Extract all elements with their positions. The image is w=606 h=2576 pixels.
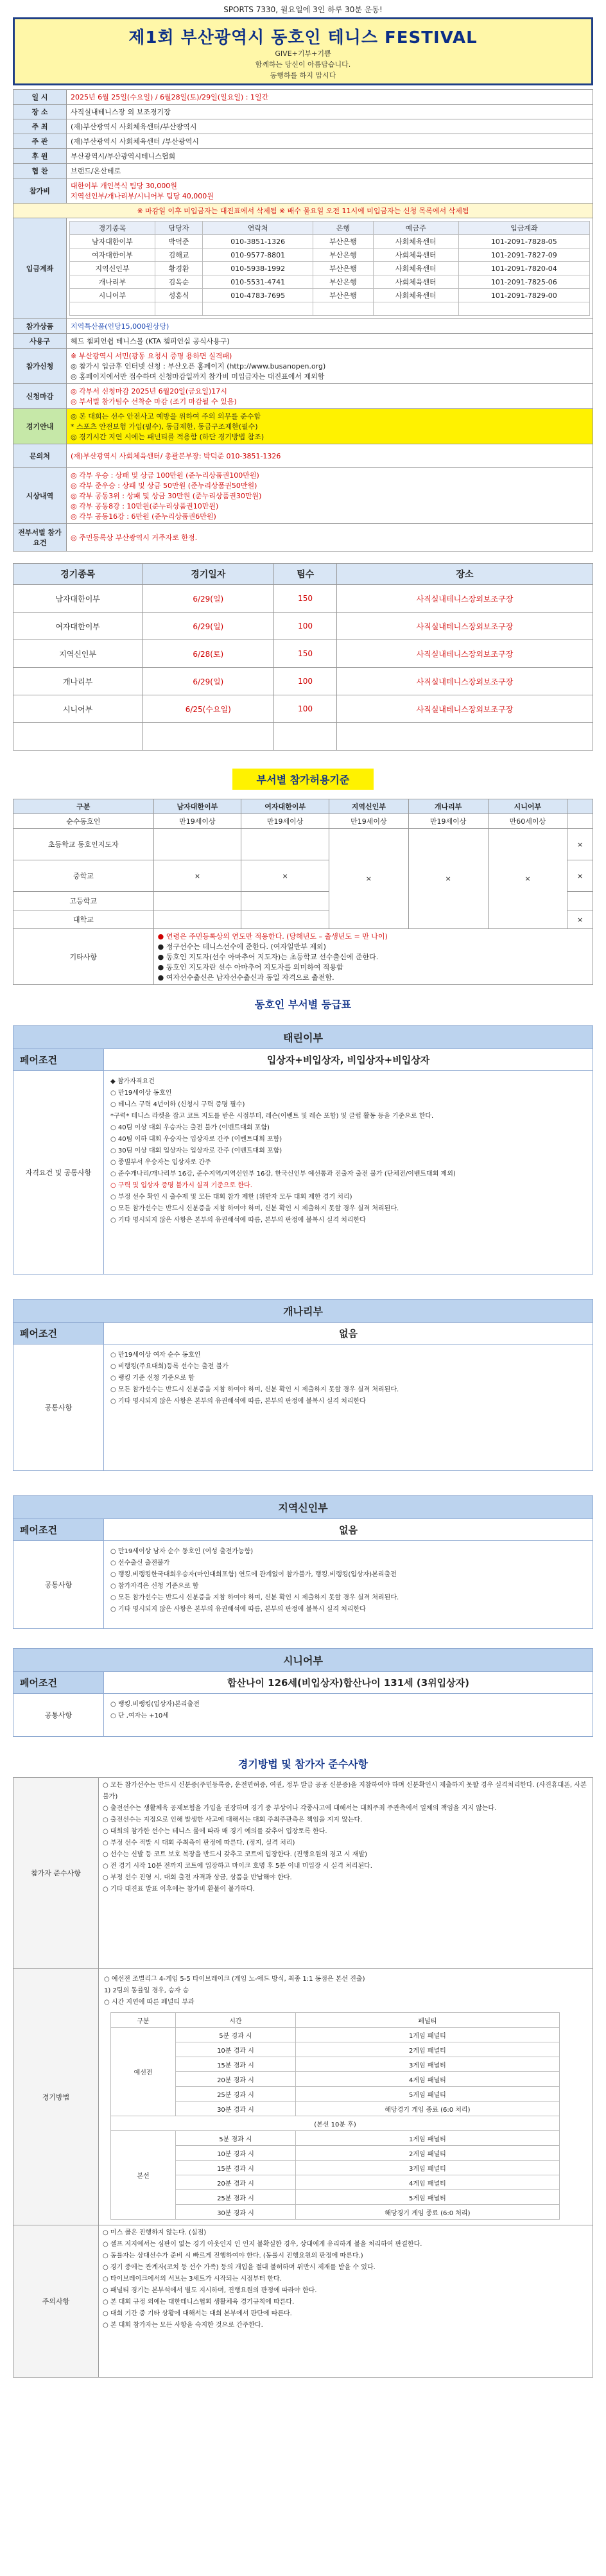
draw-label: 전부서별 참가요건	[13, 524, 67, 552]
penalty-cell: 5게임 패널티	[295, 2087, 559, 2102]
schedule-cell	[143, 723, 274, 751]
grade-item: ○ 기타 명시되지 않은 사항은 본부의 유권해석에 따름, 본부의 판정에 불복시 실격 처리한다	[110, 1217, 366, 1224]
grade-side-label: 자격요건 및 공통사항	[13, 1071, 104, 1274]
account-header: 경기종목	[70, 222, 155, 235]
method-label: 참가신청	[13, 349, 67, 384]
account-cell	[313, 302, 373, 316]
grade-section-body	[13, 1345, 593, 1471]
x-mark: ×	[567, 910, 593, 929]
penalty-cell: 2게임 패널티	[295, 2146, 559, 2161]
place-value: 사직실내테니스장 외 보조경기장	[67, 105, 593, 119]
eligibility-subheader: 만19세이상	[408, 814, 488, 829]
penalty-row	[111, 2146, 560, 2161]
grade-title: 동호인 부서별 등급표	[254, 998, 352, 1011]
account-cell: 사회체육센터	[373, 289, 458, 302]
penalty-row	[111, 2205, 560, 2220]
page-title: 제1회 부산광역시 동호인 테니스 FESTIVAL	[128, 28, 478, 48]
grade-section-title: 시니어부	[13, 1648, 593, 1672]
schedule-cell: 사직실내테니스장외보조구장	[336, 668, 593, 695]
method-rule-line: 1) 2팀의 동률일 경우, 승자 승	[104, 1987, 189, 1994]
account-cell: 여자대한이부	[70, 248, 155, 262]
account-cell: 사회체육센터	[373, 248, 458, 262]
manner-item: ○ 모든 참가선수는 반드시 신분증(주민등록증, 운전면허증, 여권, 정부 발급 공공 신분증)을 지참하여야 하며 신분확인시 제출하지 못할 경우 실격처리한다. (사진휴대폰, 사본 불가)	[103, 1782, 587, 1800]
pair-condition-label: 페어조건	[13, 1049, 104, 1071]
pair-condition-value: 입상자+비입상자, 비입상자+비입상자	[104, 1049, 593, 1071]
account-header: 은행	[313, 222, 373, 235]
note-item: ○ 동률자는 상대선수가 준비 시 빠르게 진행하여야 한다. (동률시 진행요원의 판정에 따른다.)	[103, 2252, 363, 2259]
account-cell: 개나리부	[70, 275, 155, 289]
account-cell: 사회체육센터	[373, 275, 458, 289]
guide-label: 경기안내	[13, 409, 67, 444]
grade-side-label: 공통사항	[13, 1345, 104, 1470]
note-item: ○ 패널티 경기는 본부석에서 별도 지시하며, 진행요원의 판정에 따라야 한다.	[103, 2287, 317, 2294]
schedule-cell: 개나리부	[13, 668, 143, 695]
grade-item: ○ 기타 명시되지 않은 사항은 본부의 유권해석에 따름, 본부의 판정에 불복시 실격 처리한다	[110, 1398, 366, 1405]
eligibility-subheader: 순수동호인	[13, 814, 154, 829]
x-mark: ×	[567, 829, 593, 860]
manner-item: ○ 전 경기 시작 10분 전까지 코트에 입장하고 마이크 호명 후 5분 이내 미입장 시 실격 처리된다.	[103, 1863, 372, 1870]
subtitle-line: 함께하는 당신이 아름답습니다.	[255, 60, 351, 69]
account-label: 입금계좌	[13, 218, 67, 319]
contact-label: 문의처	[13, 444, 67, 468]
schedule-row	[13, 668, 593, 695]
account-cell: 010-9577-8801	[203, 248, 313, 262]
eligibility-subheader	[567, 814, 593, 829]
prize-value: 지역특산품(인당15,000원상당)	[67, 319, 593, 334]
sponsor-value: 브랜드/온산테로	[67, 164, 593, 178]
account-row	[70, 275, 590, 289]
penalty-row	[111, 2102, 560, 2116]
notes-list	[99, 2225, 593, 2378]
org-value: (재)부산광역시 사회체육센터 /부산광역시	[67, 134, 593, 149]
eligibility-subheader: 만19세이상	[241, 814, 329, 829]
schedule-cell	[274, 723, 337, 751]
pair-condition-value: 없음	[104, 1323, 593, 1345]
eligibility-notes-label: 기타사항	[13, 929, 154, 985]
penalty-cell: 20분 경과 시	[176, 2175, 296, 2190]
method-rule-line: ○ 예선전 조별리그 4-게임 5-5 타이브레이크 (게임 노-애드 방식, 최종 1:1 동점은 본선 진출)	[104, 1976, 365, 1983]
schedule-cell: 사직실내테니스장외보조구장	[336, 640, 593, 668]
grade-item: ○ 만19세이상 여자 순수 동호인	[110, 1352, 201, 1359]
penalty-header: 구분	[111, 2013, 176, 2028]
x-mark: ×	[329, 829, 408, 929]
account-row	[70, 248, 590, 262]
account-cell: 101-2091-7820-04	[458, 262, 589, 275]
penalty-cell: 30분 경과 시	[176, 2102, 296, 2116]
grade-item: ○ 선수출신 출전불가	[110, 1560, 170, 1567]
x-mark: ×	[408, 829, 488, 929]
eligibility-table	[13, 799, 593, 985]
method-line: ◎ 참가시 입금후 인터넷 신청 : 부산오픈 홈페이지 (http://www.busanopen.org)	[71, 362, 326, 370]
fee-label: 참가비	[13, 178, 67, 204]
eligibility-note: ● 연령은 주민등록상의 연도만 적용한다. (당해년도 – 출생년도 = 만 나이)	[157, 932, 388, 941]
grade-item: ○ 40팀 이상 대회 우승자는 출전 불가 (이벤트대회 포함)	[110, 1124, 270, 1131]
manner-item: ○ 부정 선수 진영 시, 대회 출전 자격과 상금, 상품을 반납해야 한다.	[103, 1874, 292, 1881]
penalty-row	[111, 2190, 560, 2205]
penalty-row	[111, 2057, 560, 2072]
schedule-cell: 150	[274, 585, 337, 613]
pair-condition-value: 없음	[104, 1519, 593, 1541]
eligibility-subheader: 만60세이상	[488, 814, 567, 829]
penalty-row	[111, 2131, 560, 2146]
x-mark: ×	[488, 829, 567, 929]
schedule-cell: 6/29(일)	[143, 585, 274, 613]
schedule-cell: 100	[274, 613, 337, 640]
manner-item: ○ 부정 선수 적발 시 대회 주최측이 판정에 따른다. (정지, 실격 처리)	[103, 1840, 295, 1847]
account-cell: 사회체육센터	[373, 262, 458, 275]
eligibility-header: 남자대한이부	[153, 799, 241, 814]
award-label: 시상내역	[13, 468, 67, 524]
method-line: ※ 부산광역시 서민(광동 요청시 증명 용하면 실격패)	[71, 352, 232, 360]
schedule-header: 팀수	[274, 564, 337, 585]
award-line: ◎ 각부 공동8강 : 10만원(준누리상품권10만원)	[71, 502, 219, 510]
method-rule-line: ○ 시간 지연에 따른 페널티 부과	[104, 1999, 195, 2006]
grade-section-body	[13, 1541, 593, 1629]
penalty-cell: 15분 경과 시	[176, 2161, 296, 2175]
schedule-row	[13, 640, 593, 668]
grade-item: ○ 모든 참가선수는 반드시 신분증을 지참 하여야 하며, 신분 확인 시 제출하지 못할 경우 실격 처리된다.	[110, 1594, 399, 1601]
grade-section-body	[13, 1694, 593, 1737]
grade-item: ○ 구력 및 입상자 증명 불가시 실격 기준으로 한다.	[110, 1182, 252, 1189]
penalty-row	[111, 2175, 560, 2190]
period-value: 2025년 6월 25일(수요일) / 6월28일(토)/29일(일요일) : 1일간	[67, 90, 593, 105]
penalty-group-name: 본선	[111, 2131, 176, 2220]
account-cell	[458, 302, 589, 316]
grade-item: ○ 랭킹.비랭킹(입상자)본리출전	[110, 1701, 200, 1708]
top-note: SPORTS 7330, 월요일에 3인 하루 30분 운동!	[223, 5, 383, 14]
schedule-header: 경기일자	[143, 564, 274, 585]
penalty-cell: 20분 경과 시	[176, 2072, 296, 2087]
eligibility-header	[567, 799, 593, 814]
penalty-cell: 10분 경과 시	[176, 2042, 296, 2057]
grade-section-title: 개나리부	[13, 1299, 593, 1323]
info-table	[13, 89, 593, 552]
grade-item: ○ 만19세이상 남자 순수 동호인 (여성 출전가능함)	[110, 1548, 254, 1555]
pair-condition-label: 페어조건	[13, 1519, 104, 1541]
eligibility-title: 부서별 참가허용기준	[232, 769, 374, 790]
deadline-line: ◎ 각부서 신청마감 2025년 6월20일(금요일)17시	[71, 387, 227, 396]
schedule-cell: 6/28(토)	[143, 640, 274, 668]
note-item: ○ 경기 중에는 관계자(코치 등 선수 가족) 등의 개입을 절대 불허하며 위반시 제재를 받을 수 있다.	[103, 2264, 376, 2271]
schedule-row	[13, 723, 593, 751]
account-table	[69, 221, 590, 316]
schedule-row	[13, 695, 593, 723]
note-item: ○ 셀프 저지에서는 심판이 없는 경기 아웃인지 인 인지 불확실한 경우, 상대에게 유리하게 볼을 처리하여 판결한다.	[103, 2241, 422, 2248]
sponsor-label: 협 찬	[13, 164, 67, 178]
rules-table	[13, 1777, 593, 2378]
penalty-cell: 3게임 패널티	[295, 2057, 559, 2072]
penalty-cell: 5분 경과 시	[176, 2028, 296, 2042]
grade-item: ○ 준수개나리/개나리부 16강, 준수지역/지역신인부 16강, 한국신인부 예선통과 진출자 출전 불가 (단체전/이벤트대회 제외)	[110, 1171, 456, 1178]
eligibility-header: 시니어부	[488, 799, 567, 814]
schedule-cell	[336, 723, 593, 751]
account-header: 예금주	[373, 222, 458, 235]
grade-item: ○ 모든 참가선수는 반드시 신분증을 지참 하여야 하며, 신분 확인 시 제출하지 못할 경우 실격 처리된다.	[110, 1205, 399, 1212]
manner-item: ○ 기타 대진표 발표 이후에는 참가비 환불이 불가하다.	[103, 1886, 255, 1893]
guide-line: ◎ 경기시간 지연 시에는 패넌티를 적용함 (하단 경기방법 참조)	[71, 433, 264, 441]
grade-item: ○ 30팀 이상 대회 입상자는 입상자로 간주 (이벤트대회 포함)	[110, 1147, 282, 1154]
host-value: (재)부산광역시 사회체육센터/부산광역시	[67, 119, 593, 134]
ball-value: 헤드 챔피언쉽 테니스볼 (KTA 챔피언십 공식사용구)	[67, 334, 593, 349]
eligibility-row-label: 초등학교 동호인지도자	[13, 829, 154, 860]
penalty-cell: 해당경기 게임 종료 (6:0 처리)	[295, 2205, 559, 2220]
grade-item: ○ 랭킹 기준 신청 기준으로 함	[110, 1375, 195, 1382]
eligibility-row-label: 중학교	[13, 860, 154, 892]
account-cell: 부산은행	[313, 289, 373, 302]
grade-item-list	[104, 1071, 593, 1274]
penalty-cell: 25분 경과 시	[176, 2087, 296, 2102]
schedule-header: 장소	[336, 564, 593, 585]
schedule-cell: 사직실내테니스장외보조구장	[336, 585, 593, 613]
rules-title: 경기방법 및 참가자 준수사항	[238, 1758, 368, 1770]
manners-list	[99, 1778, 593, 1969]
schedule-cell: 남자대한이부	[13, 585, 143, 613]
schedule-cell: 시니어부	[13, 695, 143, 723]
org-label: 주 관	[13, 134, 67, 149]
pair-condition-label: 페어조건	[13, 1323, 104, 1345]
schedule-header: 경기종목	[13, 564, 143, 585]
manner-item: ○ 선수는 신발 등 코트 보호 복장을 반드시 갖추고 코트에 입장한다. (진행요원의 경고 시 재발)	[103, 1851, 367, 1858]
x-mark: ×	[153, 860, 241, 892]
grade-item: ○ 모든 참가선수는 반드시 신분증을 지참 하여야 하며, 신분 확인 시 제출하지 못할 경우 실격 처리된다.	[110, 1386, 399, 1393]
award-line: ◎ 각부 준우승 : 상패 및 상금 50만원 (준누리상품권50만원)	[71, 482, 257, 490]
account-row	[70, 302, 590, 316]
grade-item: ○ 참가자격은 신청 기준으로 함	[110, 1583, 199, 1590]
eligibility-note: ● 정구선수는 테니스선수에 준한다. (여자일반부 제외)	[157, 943, 326, 951]
guide-line: * 스포츠 안전보험 가입(필수), 동급제한, 동급구조제한(필수)	[71, 422, 258, 431]
x-mark: ×	[567, 860, 593, 892]
account-cell: 시니어부	[70, 289, 155, 302]
penalty-group-name: 예선전	[111, 2028, 176, 2116]
account-cell: 김해교	[155, 248, 203, 262]
x-mark: ×	[241, 860, 329, 892]
award-line: ◎ 각부 공동16강 : 6만원 (준누리상품권6만원)	[71, 512, 216, 521]
penalty-row	[111, 2161, 560, 2175]
penalty-cell: 10분 경과 시	[176, 2146, 296, 2161]
fee-line: 지역선인부/개나리부/시니어부 팀당 40,000원	[71, 192, 214, 200]
account-row	[70, 262, 590, 275]
contact-value: (재)부산광역시 사회체육센터/ 총괄본부장: 박덕준 010-3851-1326	[67, 444, 593, 468]
penalty-cell: 5분 경과 시	[176, 2131, 296, 2146]
grade-side-label: 공통사항	[13, 1694, 104, 1736]
note-item: ○ 본 대회 참가자는 모든 사항을 숙지한 것으로 간주한다.	[103, 2322, 263, 2329]
grade-item: ○ 만19세이상 동호인	[110, 1090, 172, 1097]
grade-item: ○ 비랭킹(주요대회)등록 선수는 출전 불가	[110, 1363, 229, 1370]
eligibility-note: ● 동호인 지도자란 선수 아마추어 지도자를 의미하여 적용함	[157, 963, 343, 971]
fee-line: 대한이부 개인복식 팀당 30,000원	[71, 182, 177, 190]
penalty-cell: 1게임 패널티	[295, 2028, 559, 2042]
note-item: ○ 미스 콜은 진행하지 않는다. (실점)	[103, 2229, 207, 2236]
support-value: 부산광역시/부산광역시테니스협회	[67, 149, 593, 164]
penalty-group-header-row	[111, 2116, 560, 2131]
note-item: ○ 타이브레이크에서의 서브는 3세트가 시작되는 시점부터 한다.	[103, 2276, 282, 2283]
account-header: 연락처	[203, 222, 313, 235]
account-cell: 부산은행	[313, 275, 373, 289]
penalty-row	[111, 2072, 560, 2087]
eligibility-subheader: 만19세이상	[329, 814, 408, 829]
note-item: ○ 대회 기간 중 기타 상황에 대해서는 대회 본부에서 판단에 따른다.	[103, 2310, 292, 2317]
method-rules-label: 경기방법	[13, 1969, 99, 2225]
place-label: 장 소	[13, 105, 67, 119]
eligibility-row-label: 대학교	[13, 910, 154, 929]
deadline-label: 신청마감	[13, 384, 67, 409]
account-cell: 사회체육센터	[373, 235, 458, 248]
period-label: 일 시	[13, 90, 67, 105]
penalty-header: 시간	[176, 2013, 296, 2028]
schedule-cell: 사직실내테니스장외보조구장	[336, 695, 593, 723]
account-header: 담당자	[155, 222, 203, 235]
eligibility-subheader: 만19세이상	[153, 814, 241, 829]
penalty-cell: 5게임 패널티	[295, 2190, 559, 2205]
account-cell: 010-3851-1326	[203, 235, 313, 248]
account-cell: 010-4783-7695	[203, 289, 313, 302]
grade-item: ○ 부정 선수 확인 시 출수제 및 모든 대회 참가 제한 (위반자 모두 대회 제한 경기 처리)	[110, 1194, 352, 1201]
account-cell: 101-2091-7828-05	[458, 235, 589, 248]
penalty-cell: 2게임 패널티	[295, 2042, 559, 2057]
account-cell: 010-5531-4741	[203, 275, 313, 289]
grade-section-title: 태린이부	[13, 1025, 593, 1049]
schedule-table	[13, 563, 593, 751]
manner-item: ○ 대회의 참가한 선수는 테니스 룰에 따라 매 경기 예의를 갖추어 입장토록 한다.	[103, 1828, 327, 1835]
schedule-cell: 사직실내테니스장외보조구장	[336, 613, 593, 640]
schedule-cell	[13, 723, 143, 751]
schedule-cell: 100	[274, 668, 337, 695]
grade-item: ◆ 참가자격요건	[110, 1078, 155, 1085]
eligibility-note: ● 동호인 지도자(선수 아마추어 지도자)는 초등학교 선수출신에 준한다.	[157, 953, 379, 961]
note-item: ○ 본 대회 규정 외에는 대한테니스협회 생활체육 경기규칙에 따른다.	[103, 2299, 295, 2306]
penalty-cell: 15분 경과 시	[176, 2057, 296, 2072]
account-cell: 101-2091-7829-00	[458, 289, 589, 302]
account-row	[70, 289, 590, 302]
account-cell: 부산은행	[313, 248, 373, 262]
award-line: ◎ 각부 우승 : 상패 및 상금 100만원 (준누리상품권100만원)	[71, 471, 259, 480]
account-cell	[203, 302, 313, 316]
host-label: 주 최	[13, 119, 67, 134]
grade-item: ○ 40팀 이하 대회 우승자는 입상자로 간주 (이벤트대회 포함)	[110, 1136, 282, 1143]
penalty-cell: 4게임 패널티	[295, 2072, 559, 2087]
account-cell	[373, 302, 458, 316]
ball-label: 사용구	[13, 334, 67, 349]
manner-item: ○ 출전선수는 지정으로 인해 발생한 사고에 대해서는 대회 주최주관측은 책임을 지지 않는다.	[103, 1816, 363, 1823]
prize-label: 참가상품	[13, 319, 67, 334]
eligibility-header: 구분	[13, 799, 154, 814]
award-line: ◎ 각부 공동3위 : 상패 및 상금 30만원 (준누리상품권30만원)	[71, 492, 262, 500]
account-cell: 지역신인부	[70, 262, 155, 275]
account-cell: 김옥순	[155, 275, 203, 289]
grade-item-list	[104, 1541, 593, 1628]
account-cell: 남자대한이부	[70, 235, 155, 248]
schedule-row	[13, 613, 593, 640]
penalty-cell: 3게임 패널티	[295, 2161, 559, 2175]
account-cell: 성홍식	[155, 289, 203, 302]
schedule-cell: 6/29(일)	[143, 613, 274, 640]
grade-item-list	[104, 1694, 593, 1736]
schedule-cell: 지역신인부	[13, 640, 143, 668]
penalty-cell: 4게임 패널티	[295, 2175, 559, 2190]
schedule-cell: 6/29(일)	[143, 668, 274, 695]
grade-section-body	[13, 1071, 593, 1275]
account-cell: 101-2091-7825-06	[458, 275, 589, 289]
schedule-cell: 여자대한이부	[13, 613, 143, 640]
account-row	[70, 235, 590, 248]
subtitle-line: 동행하를 하지 맙시다	[270, 71, 336, 80]
penalty-row	[111, 2028, 560, 2042]
eligibility-note: ● 여자선수출신은 남자선수출신과 동일 자격으로 출전함.	[157, 973, 334, 982]
account-cell: 부산은행	[313, 262, 373, 275]
schedule-cell: 100	[274, 695, 337, 723]
notes-label: 주의사항	[13, 2225, 99, 2378]
eligibility-header: 개나리부	[408, 799, 488, 814]
penalty-cell: 30분 경과 시	[176, 2205, 296, 2220]
account-cell	[70, 302, 155, 316]
grade-side-label: 공통사항	[13, 1541, 104, 1628]
account-cell: 박덕준	[155, 235, 203, 248]
grade-item: ○ 랭킹.비랭킹한국대회우승자(마인대회포함) 연도에 관계없이 참가불가, 랭킹.비랭킹(입상자)본리출전	[110, 1571, 397, 1578]
penalty-cell: 해당경기 게임 종료 (6:0 처리)	[295, 2102, 559, 2116]
subtitle-line: GIVE+기부+기쁨	[275, 49, 331, 58]
schedule-cell: 150	[274, 640, 337, 668]
account-cell: 010-5938-1992	[203, 262, 313, 275]
grade-item-list	[104, 1345, 593, 1470]
grade-item: *구력* 테니스 라켓을 잡고 코트 지도를 받은 시점부터, 레슨(이벤트 및 레슨 포함) 및 클럽 활동 등을 기준으로 한다.	[110, 1113, 434, 1120]
guide-line: ◎ 본 대회는 선수 안전사고 예방을 위하여 주의 의무를 준수함	[71, 412, 261, 421]
grade-item: ○ 종별부서 우승자는 입상자로 간주	[110, 1159, 211, 1166]
account-cell: 101-2091-7827-09	[458, 248, 589, 262]
eligibility-header: 지역신인부	[329, 799, 408, 814]
penalty-row	[111, 2042, 560, 2057]
pair-condition-value: 합산나이 126세(비입상자)합산나이 131세 (3위입상자)	[104, 1672, 593, 1694]
support-label: 후 원	[13, 149, 67, 164]
grade-item: ○ 테니스 구력 4년이하 (신청시 구력 증명 필수)	[110, 1101, 245, 1108]
eligibility-row-label: 고등학교	[13, 892, 154, 910]
deadline-line: ◎ 부서별 참가팀수 선착순 마감 (조기 마감될 수 있음)	[71, 397, 237, 406]
fee-note: ※ 마감일 이후 미입금자는 대진표에서 삭제됨 ※ 배수 물요일 오전 11시에 미입금자는 신청 목록에서 삭제됨	[13, 204, 593, 218]
title-banner	[13, 17, 593, 85]
method-line: ◎ 홈페이지에서만 접수하며 신청마감일까지 참가비 미입금자는 대진표에서 제외함	[71, 372, 325, 381]
eligibility-header: 여자대한이부	[241, 799, 329, 814]
penalty-row	[111, 2087, 560, 2102]
account-cell: 황경환	[155, 262, 203, 275]
grade-item: ○ 단 ,여자는 +10세	[110, 1712, 169, 1719]
penalty-cell: 25분 경과 시	[176, 2190, 296, 2205]
grade-section-title: 지역신인부	[13, 1495, 593, 1519]
pair-condition-label: 페어조건	[13, 1672, 104, 1694]
schedule-row	[13, 585, 593, 613]
manner-item: ○ 출전선수는 생활체육 공제보험을 가입을 권장하며 경기 중 부상이나 각종사고에 대해서는 대회주최 주관측에서 일체의 책임을 지지 않는다.	[103, 1805, 497, 1812]
account-header: 입금계좌	[458, 222, 589, 235]
account-cell: 부산은행	[313, 235, 373, 248]
grade-item: ○ 기타 명시되지 않은 사항은 본부의 유권해석에 따름, 본부의 판정에 불복시 실격 처리한다	[110, 1606, 366, 1613]
penalty-header: 페널티	[295, 2013, 559, 2028]
manners-label: 참가자 준수사항	[13, 1778, 99, 1969]
penalty-cell: 1게임 패널티	[295, 2131, 559, 2146]
account-cell	[155, 302, 203, 316]
penalty-table	[110, 2012, 560, 2220]
penalty-group-header: (본선 10분 후)	[111, 2116, 560, 2131]
draw-value: ◎ 주민등록상 부산광역시 거주자로 한정.	[67, 524, 593, 552]
schedule-cell: 6/25(수요일)	[143, 695, 274, 723]
